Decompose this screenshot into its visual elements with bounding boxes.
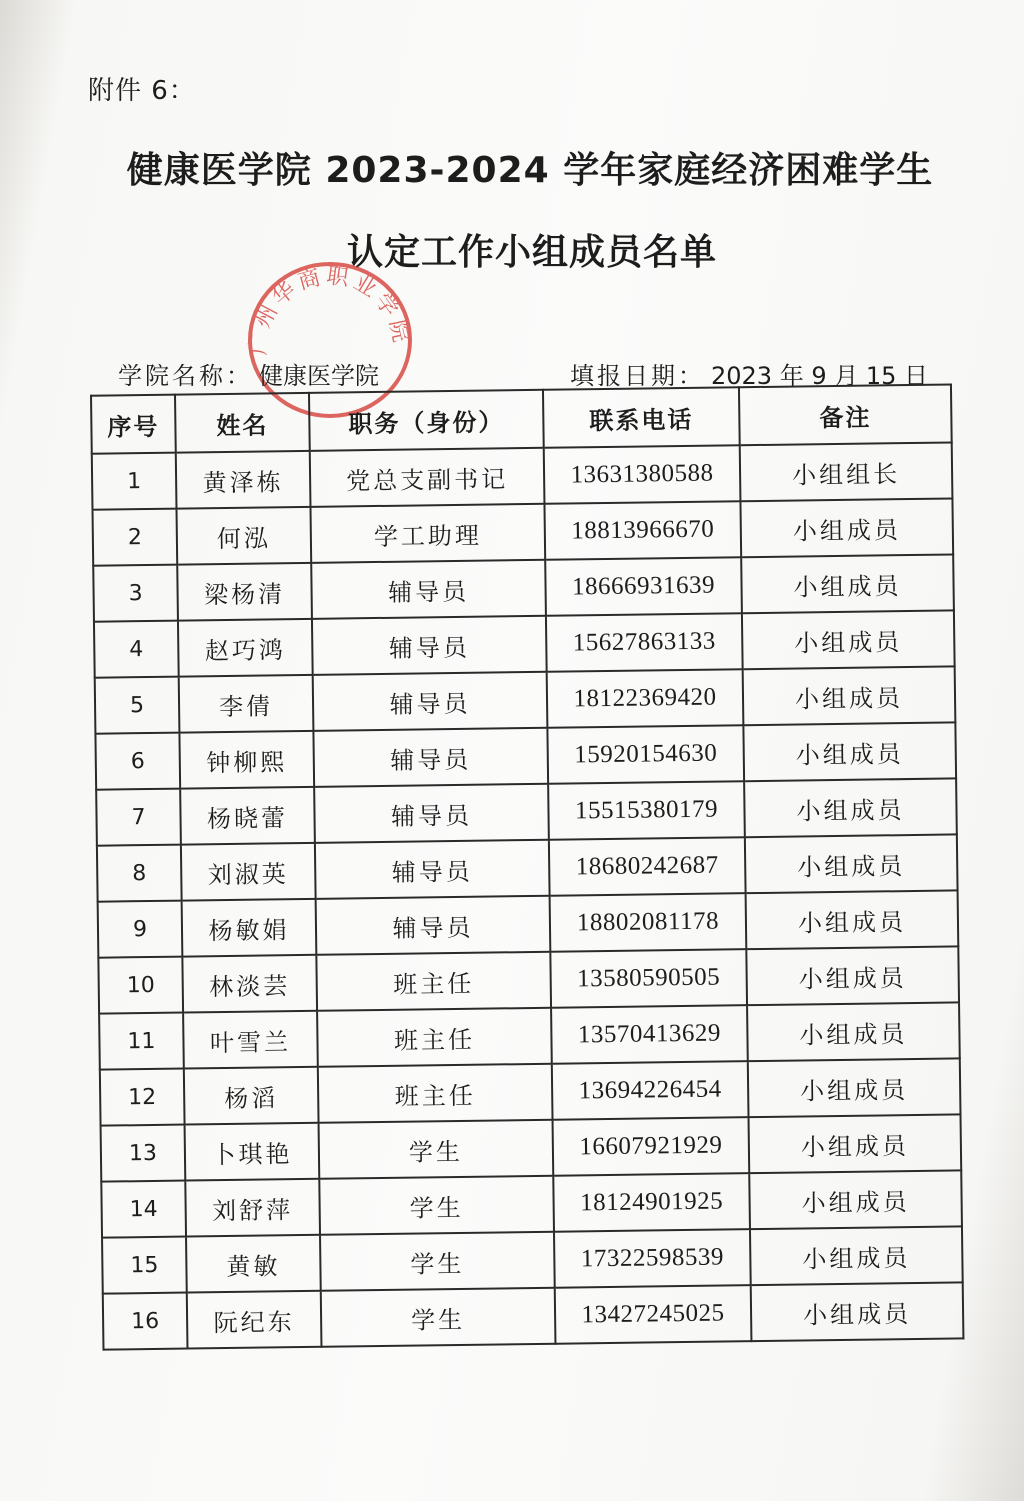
- college-value: 健康医学院: [259, 362, 379, 390]
- row-role: 班主任: [317, 1008, 552, 1067]
- row-name: 杨滔: [184, 1067, 319, 1125]
- row-seq: 6: [95, 733, 180, 790]
- row-remark: 小组成员: [741, 554, 954, 613]
- row-role: 班主任: [318, 1064, 553, 1123]
- row-role: 班主任: [316, 952, 551, 1011]
- row-seq: 11: [99, 1013, 184, 1070]
- row-remark: 小组成员: [746, 890, 959, 949]
- table-row: [103, 1282, 964, 1349]
- header-remark: 备注: [739, 384, 952, 445]
- row-remark: 小组成员: [749, 1114, 962, 1173]
- row-seq: 5: [95, 677, 180, 734]
- row-role: 辅导员: [315, 840, 550, 899]
- row-seq: 12: [100, 1069, 185, 1126]
- row-role: 辅导员: [312, 616, 547, 675]
- row-phone: 17322598539: [554, 1229, 751, 1288]
- row-phone: 15920154630: [547, 725, 744, 784]
- row-name: 赵巧鸿: [178, 619, 313, 677]
- row-remark: 小组成员: [751, 1282, 964, 1341]
- row-seq: 9: [98, 901, 183, 958]
- row-name: 阮纪东: [187, 1291, 322, 1349]
- row-remark: 小组成员: [740, 498, 953, 557]
- row-name: 何泓: [176, 507, 311, 565]
- row-remark: 小组成员: [745, 834, 958, 893]
- row-role: 学生: [319, 1120, 554, 1179]
- row-seq: 15: [102, 1237, 187, 1294]
- row-name: 梁杨清: [177, 563, 312, 621]
- row-phone: 18802081178: [550, 893, 747, 952]
- row-name: 李倩: [179, 675, 314, 733]
- row-name: 林淡芸: [182, 955, 317, 1013]
- college-info: [118, 356, 379, 391]
- member-table-container: [70, 383, 968, 1360]
- row-phone: 13631380588: [544, 445, 741, 504]
- row-seq: 4: [94, 621, 179, 678]
- header-name: 姓名: [175, 393, 310, 453]
- row-seq: 1: [92, 453, 177, 510]
- row-remark: 小组成员: [744, 778, 957, 837]
- row-name: 卜琪艳: [185, 1123, 320, 1181]
- row-seq: 10: [98, 957, 183, 1014]
- header-phone: 联系电话: [543, 387, 740, 448]
- row-phone: 18124901925: [553, 1173, 750, 1232]
- svg-text:广州华商职业学院: [246, 264, 414, 356]
- row-phone: 13427245025: [555, 1285, 752, 1344]
- fill-date-label: 填报日期：: [570, 362, 705, 390]
- row-remark: 小组成员: [746, 946, 959, 1005]
- row-name: 黄敏: [186, 1235, 321, 1293]
- row-name: 杨晓蕾: [180, 787, 315, 845]
- row-seq: 3: [93, 565, 178, 622]
- row-role: 辅导员: [313, 728, 548, 787]
- row-remark: 小组成员: [747, 1002, 960, 1061]
- row-phone: 13694226454: [552, 1061, 749, 1120]
- row-name: 杨敏娟: [182, 899, 317, 957]
- row-role: 学生: [321, 1288, 556, 1347]
- row-seq: 8: [97, 845, 182, 902]
- row-name: 刘舒萍: [185, 1179, 320, 1237]
- row-remark: 小组组长: [740, 442, 953, 501]
- row-name: 刘淑英: [181, 843, 316, 901]
- row-phone: 18813966670: [544, 501, 741, 560]
- row-remark: 小组成员: [749, 1170, 962, 1229]
- row-phone: 13580590505: [550, 949, 747, 1008]
- row-seq: 16: [103, 1293, 188, 1350]
- row-remark: 小组成员: [742, 610, 955, 669]
- row-role: 辅导员: [316, 896, 551, 955]
- row-role: 学生: [320, 1232, 555, 1291]
- row-phone: 18122369420: [547, 669, 744, 728]
- row-phone: 15627863133: [546, 613, 743, 672]
- row-name: 钟柳熙: [179, 731, 314, 789]
- row-phone: 18680242687: [549, 837, 746, 896]
- row-role: 辅导员: [311, 560, 546, 619]
- document-title-line1: 健康医学院 2023-2024 学年家庭经济困难学生: [126, 150, 934, 191]
- document-title-line2: 认定工作小组成员名单: [346, 232, 717, 273]
- row-remark: 小组成员: [750, 1226, 963, 1285]
- row-seq: 14: [101, 1181, 186, 1238]
- row-phone: 13570413629: [551, 1005, 748, 1064]
- row-phone: 18666931639: [545, 557, 742, 616]
- row-role: 学工助理: [310, 504, 545, 563]
- row-remark: 小组成员: [748, 1058, 961, 1117]
- header-seq: 序号: [91, 395, 176, 454]
- row-role: 党总支副书记: [310, 448, 545, 507]
- row-remark: 小组成员: [743, 666, 956, 725]
- row-phone: 16607921929: [553, 1117, 750, 1176]
- header-role: 职务（身份）: [309, 390, 544, 451]
- row-role: 辅导员: [313, 672, 548, 731]
- row-role: 学生: [319, 1176, 554, 1235]
- row-name: 叶雪兰: [183, 1011, 318, 1069]
- row-seq: 7: [96, 789, 181, 846]
- row-remark: 小组成员: [743, 722, 956, 781]
- row-role: 辅导员: [314, 784, 549, 843]
- attachment-label: 附件 6：: [88, 76, 196, 106]
- member-table: [90, 383, 964, 1350]
- row-phone: 15515380179: [548, 781, 745, 840]
- fill-date-value: 2023 年 9 月 15 日: [711, 362, 929, 390]
- row-seq: 2: [93, 509, 178, 566]
- row-seq: 13: [101, 1125, 186, 1182]
- seal-ring-text: 广州华商职业学院: [246, 263, 414, 357]
- row-name: 黄泽栋: [176, 451, 311, 509]
- college-label: 学院名称：: [118, 362, 253, 390]
